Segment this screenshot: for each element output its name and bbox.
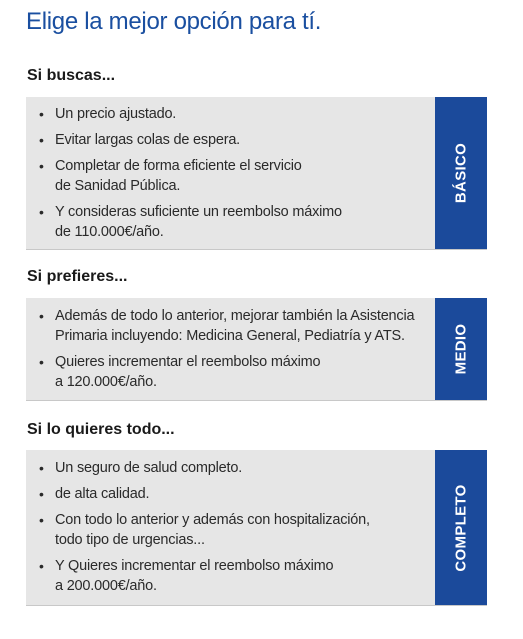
feature-item: • Completar de forma eficiente el servicio de Sanidad Pública. bbox=[39, 158, 302, 194]
feature-item: • de alta calidad. bbox=[39, 486, 150, 502]
option-features-basico bbox=[26, 97, 435, 249]
tab-medio[interactable] bbox=[435, 298, 487, 400]
divider bbox=[26, 249, 487, 250]
option-features-completo bbox=[26, 450, 435, 605]
feature-item: • Y Quieres incrementar el reembolso máximo a 200.000€/año. bbox=[39, 558, 334, 594]
feature-item: • Además de todo lo anterior, mejorar también la Asistencia Primaria incluyendo: Medicina General, Pediatría y ATS. bbox=[39, 308, 415, 344]
page-title: Elige la mejor opción para tí. bbox=[26, 8, 322, 35]
feature-item: • Y consideras suficiente un reembolso máximo de 110.000€/año. bbox=[39, 204, 342, 240]
option-box-basico bbox=[26, 97, 487, 249]
feature-item: • Con todo lo anterior y además con hospitalización, todo tipo de urgencias... bbox=[39, 512, 370, 548]
bullet-icon: • bbox=[39, 106, 44, 122]
tab-label-completo: COMPLETO bbox=[452, 483, 470, 572]
bullet-icon: • bbox=[39, 158, 44, 174]
bullet-icon: • bbox=[39, 132, 44, 148]
option-box-medio bbox=[26, 298, 487, 400]
section-heading-completo: Si lo quieres todo... bbox=[27, 421, 175, 438]
bullet-icon: • bbox=[39, 204, 44, 220]
option-features-medio bbox=[26, 298, 435, 400]
bullet-icon: • bbox=[39, 512, 44, 528]
section-heading-basico: Si buscas... bbox=[27, 67, 116, 84]
bullet-icon: • bbox=[39, 558, 44, 574]
feature-item: • Quieres incrementar el reembolso máximo a 120.000€/año. bbox=[39, 354, 321, 390]
feature-item: • Un seguro de salud completo. bbox=[39, 460, 243, 476]
feature-item: • Un precio ajustado. bbox=[39, 106, 177, 122]
tab-completo[interactable] bbox=[435, 450, 487, 605]
tab-basico[interactable] bbox=[435, 97, 487, 249]
bullet-icon: • bbox=[39, 308, 44, 324]
bullet-icon: • bbox=[39, 460, 44, 476]
bullet-icon: • bbox=[39, 354, 44, 370]
divider bbox=[26, 605, 487, 606]
divider bbox=[26, 400, 487, 401]
section-heading-medio: Si prefieres... bbox=[27, 268, 128, 285]
tab-label-medio: MEDIO bbox=[452, 323, 470, 375]
tab-label-basico: BÁSICO bbox=[452, 142, 470, 204]
bullet-icon: • bbox=[39, 486, 44, 502]
feature-item: • Evitar largas colas de espera. bbox=[39, 132, 241, 148]
option-box-completo bbox=[26, 450, 487, 605]
